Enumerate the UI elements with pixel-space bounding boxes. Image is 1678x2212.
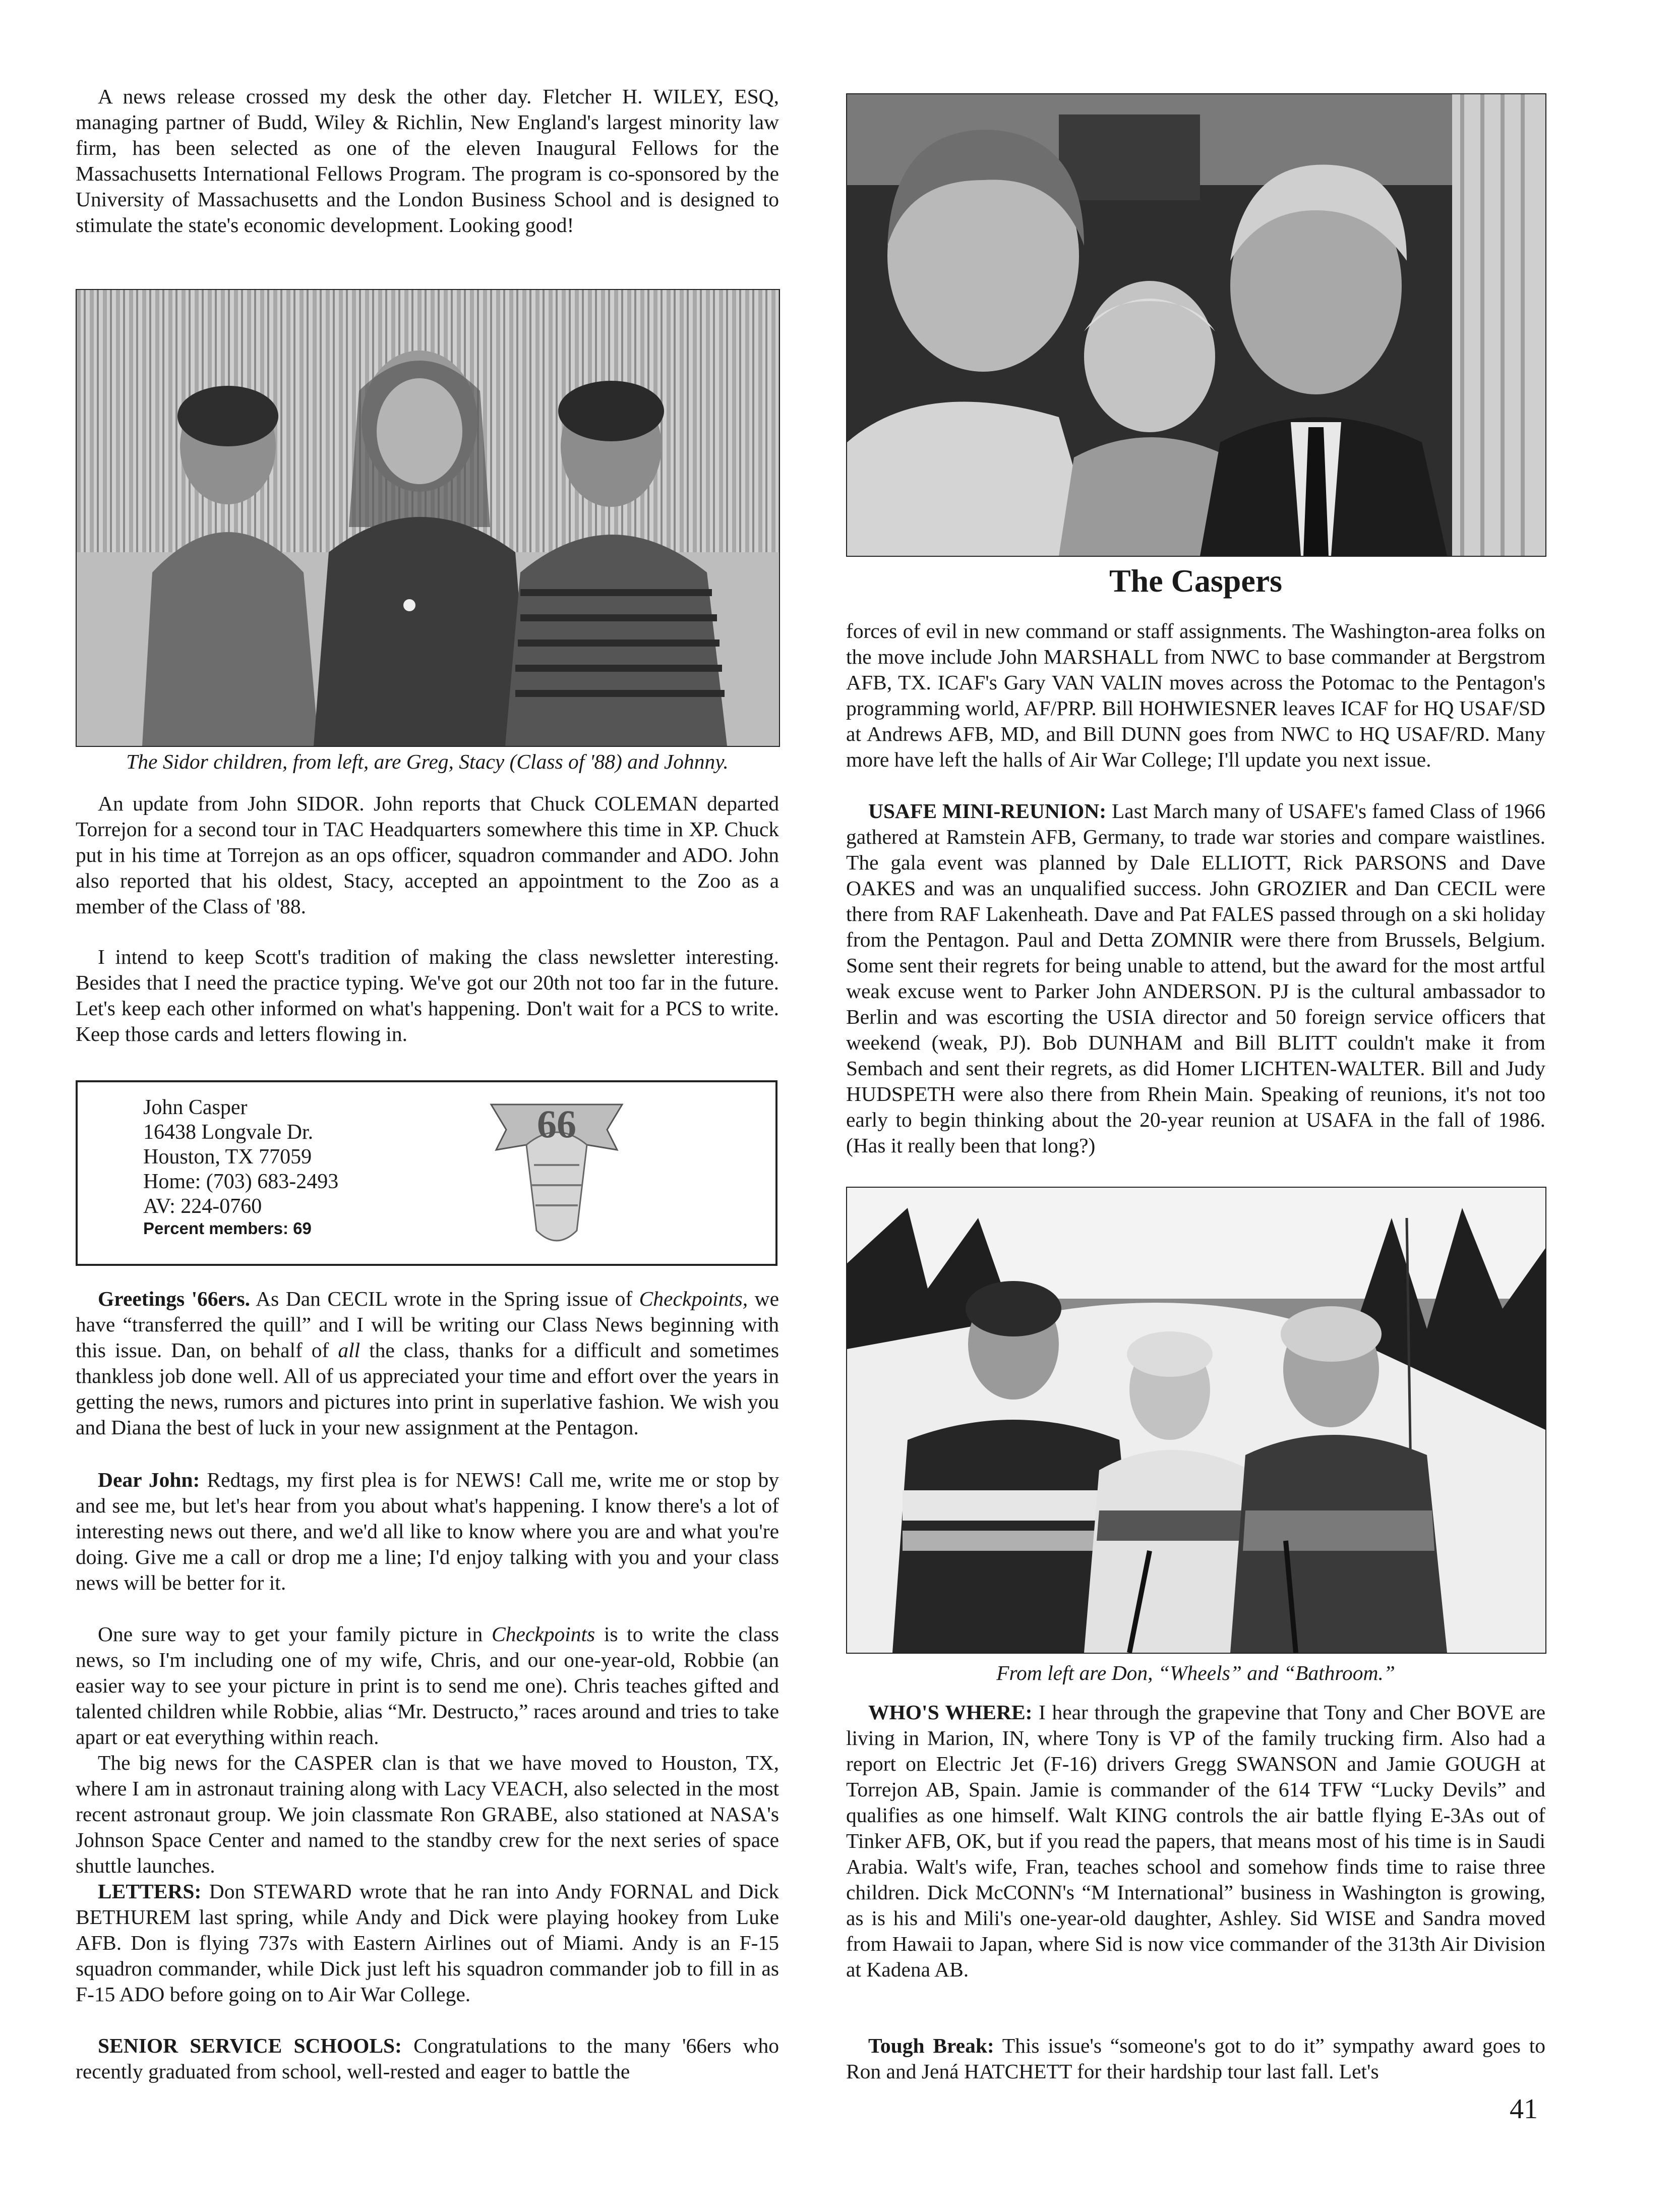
whos-where-paragraph	[846, 1700, 1545, 1983]
sidor-update-paragraph: An update from John SIDOR. John reports that Chuck COLEMAN departed Torrejon for a second tour in TAC Headquarters somewhere this time in XP. Chuck put in his time at Torrejon as an ops officer, squadron commander and ADO. John also reported that his oldest, Stacy, accepted an appointment to the Zoo as a member of the Class of '88.	[76, 792, 779, 918]
whos-where-body: I hear through the grapevine that Tony and Cher BOVE are living in Marion, IN, where Tony is VP of the family trucking firm. Also had a report on Electric Jet (F-16) drivers Gregg SWANSON and Jamie GOUGH at Torrejon AB, Spain. Jamie is commander of the 614 TFW “Lucky Devils” and qualifies as one himself. Walt KING controls the air battle flying E-3As out of Tinker AFB, OK, but if you read the papers, that means most of his time is in Saudi Arabia. Walt's wife, Fran, teaches school and somehow finds time to raise three children. Dick McCONN's “M International” business in Washington is growing, as is his and Mili's one-year-old daughter, Ashley. Sid WISE and Sandra moved from Hawaii to Japan, where Sid is now vice commander of the 313th Air Division at Kadena AB.	[846, 1701, 1545, 1981]
tough-break-body: This issue's “someone's got to do it” sympathy award goes to Ron and Jená HATCHETT for their hardship tour last fall. Let's	[846, 2034, 1546, 2083]
senior-service-paragraph	[76, 2033, 779, 2084]
greetings-checkpoints: Checkpoints,	[639, 1287, 748, 1310]
page-number: 41	[1510, 2093, 1538, 2125]
caspers-heading: The Caspers	[1109, 563, 1283, 599]
greetings-text-3: the class, thanks for a difficult and sometimes thankless job done well. All of us appreciated your time and effort over the years in getting the news, rumors and pictures into print in superlative fashion. We wish you and Diana the best of luck in your new assignment at the Pentagon.	[76, 1338, 780, 1439]
contact-city: Houston, TX 77059	[143, 1145, 312, 1169]
ski-image	[847, 1188, 1545, 1653]
contact-street: 16438 Longvale Dr.	[143, 1121, 314, 1144]
percent-members: Percent members: 69	[143, 1219, 312, 1238]
whos-where-head: WHO'S WHERE:	[868, 1701, 1033, 1724]
letters-body: Don STEWARD wrote that he ran into Andy FORNAL and Dick BETHUREM last spring, while Andy and Dick were playing hookey from Luke AFB. Don is flying 737s with Eastern Airlines out of Miami. Andy is an F-15 squadron commander, while Dick just left his squadron commander job to fill in as F-15 ADO before going on to Air War College.	[76, 1880, 780, 2006]
class-crest-icon	[481, 1089, 632, 1258]
usafe-reunion-head: USAFE MINI-REUNION:	[868, 799, 1107, 823]
sidor-children-photo	[76, 289, 780, 747]
tough-break-paragraph	[846, 2033, 1545, 2084]
crest-number: 66	[537, 1102, 576, 1146]
family-text-1: One sure way to get your family picture in	[98, 1622, 483, 1646]
ski-photo-caption: From left are Don, “Wheels” and “Bathroom.”	[996, 1661, 1395, 1684]
forces-paragraph: forces of evil in new command or staff assignments. The Washington-area folks on the move include John MARSHALL from NWC to base commander at Bergstrom AFB, TX. ICAF's Gary VAN VALIN moves across the Potomac to the Pentagon's programming world, AF/PRP. Bill HOHWIESNER leaves ICAF for HQ USAF/SD at Andrews AFB, MD, and Bill DUNN goes from NWC to HQ USAF/RD. Many more have left the halls of Air War College; I'll update you next issue.	[846, 619, 1545, 771]
intro-paragraph: A news release crossed my desk the other day. Fletcher H. WILEY, ESQ, managing partner of Budd, Wiley & Richlin, New England's largest minority law firm, has been selected as one of the eleven Inaugural Fellows for the Massachusetts International Fellows Program. The program is co-sponsored by the University of Massachusetts and the London Business School and is designed to stimulate the state's economic development. Looking good!	[76, 85, 779, 237]
usafe-reunion-paragraph	[846, 798, 1545, 1158]
greetings-text-2: we have “transferred the quill” and I will be writing our Class News beginning with this issue. Dan, on behalf of	[76, 1287, 780, 1362]
dear-john-paragraph	[76, 1467, 779, 1596]
family-picture-paragraph	[76, 1621, 779, 1750]
contact-av-phone: AV: 224-0760	[143, 1195, 262, 1218]
senior-service-body: Congratulations to the many '66ers who recently graduated from school, well-rested and eager to battle the	[76, 2034, 779, 2083]
newsletter-paragraph: I intend to keep Scott's tradition of making the class newsletter interesting. Besides that I need the practice typing. We've got our 20th not too far in the future. Let's keep each other informed on what's happening. Don't wait for a PCS to write. Keep those cards and letters flowing in.	[76, 945, 779, 1045]
caspers-photo	[846, 93, 1546, 557]
greetings-paragraph	[76, 1286, 779, 1440]
letters-paragraph	[76, 1879, 779, 2007]
family-checkpoints: Checkpoints	[492, 1622, 595, 1646]
big-news-paragraph: The big news for the CASPER clan is that we have moved to Houston, TX, where I am in astronaut training along with Lacy VEACH, also selected in the most recent astronaut group. We join classmate Ron GRABE, also stationed at NASA's Johnson Space Center and named to the standby crew for the next series of space shuttle launches.	[76, 1751, 779, 1877]
letters-head: LETTERS:	[98, 1880, 202, 1903]
ski-photo	[846, 1187, 1546, 1654]
family-text-2: is to write the class news, so I'm including one of my wife, Chris, and our one-year-old, Robbie (an easier way to see your picture in print is to send me one). Chris teaches gifted and talented children while Robbie, alias “Mr. Destructo,” races around and tries to take apart or eat everything within reach.	[76, 1622, 779, 1749]
contact-name: John Casper	[143, 1096, 248, 1119]
greetings-text-1: As Dan CECIL wrote in the Spring issue of	[256, 1287, 633, 1310]
contact-box	[76, 1080, 777, 1266]
greetings-head: Greetings '66ers.	[98, 1287, 250, 1310]
greetings-all: all	[338, 1338, 361, 1362]
sidor-photo-caption: The Sidor children, from left, are Greg, Stacy (Class of '88) and Johnny.	[126, 750, 729, 773]
usafe-reunion-body: Last March many of USAFE's famed Class of 1966 gathered at Ramstein AFB, Germany, to trade war stories and compare waistlines. The gala event was planned by Dale ELLIOTT, Rick PARSONS and Dave OAKES and was an unqualified success. John GROZIER and Dan CECIL were there from RAF Lakenheath. Dave and Pat FALES passed through on a ski holiday from the Pentagon. Paul and Detta ZOMNIR were there from Brussels, Belgium. Some sent their regrets for being unable to attend, but the award for the most artful weak excuse went to Parker John ANDERSON. PJ is the cultural ambassador to Berlin and was escorting the USIA director and 50 foreign service officers that weekend (weak, PJ). Bob DUNHAM and Bill BLITT couldn't make it from Sembach and sent their regrets, as did Homer LICHTEN-WALTER. Bill and Judy HUDSPETH were also there from Rhein Main. Speaking of reunions, it's not too early to begin thinking about the 20-year reunion at USAFA in the fall of 1986. (Has it really been that long?)	[846, 799, 1546, 1157]
sidor-children-image	[77, 290, 779, 746]
contact-home-phone: Home: (703) 683-2493	[143, 1170, 339, 1193]
tough-break-head: Tough Break:	[868, 2034, 994, 2057]
caspers-image	[847, 94, 1545, 556]
senior-service-head: SENIOR SERVICE SCHOOLS:	[98, 2034, 402, 2057]
dear-john-body: Redtags, my first plea is for NEWS! Call me, write me or stop by and see me, but let's hear from you about what's happening. I know there's a lot of interesting news out there, and we'd all like to know where you are and what you're doing. Give me a call or drop me a line; I'd enjoy talking with you and your class news will be better for it.	[76, 1468, 779, 1594]
dear-john-head: Dear John:	[98, 1468, 200, 1491]
